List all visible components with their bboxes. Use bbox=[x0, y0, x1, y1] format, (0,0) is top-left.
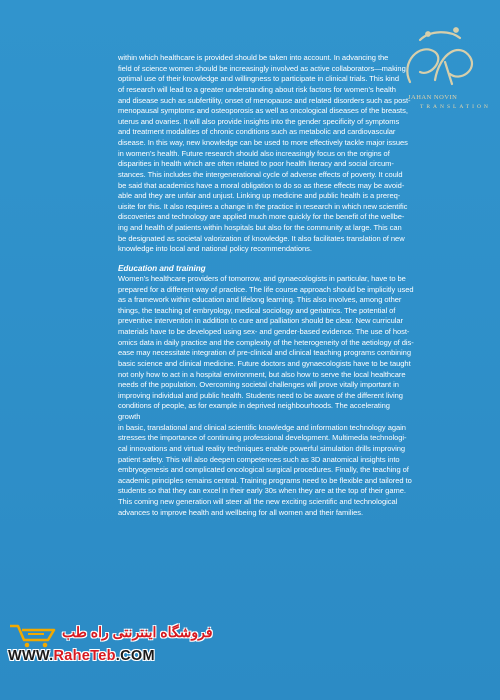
paragraph-top bbox=[118, 53, 414, 255]
text-line: preventive intervention in addition to cure and palliation should be clear. New curricular bbox=[118, 316, 403, 326]
paragraph-bottom bbox=[118, 274, 414, 518]
text-line: within which healthcare is provided should be taken into account. In advancing the bbox=[118, 53, 389, 62]
text-line: academic principles remains central. Training programs need to be flexible and tailored to bbox=[118, 475, 412, 485]
text-line: students so that they can excel in their early 30s when they are at the top of their game. bbox=[118, 486, 406, 496]
text-line: ing and health of patients within hospitals but also for the community at large. This can bbox=[118, 223, 402, 232]
publisher-logo bbox=[390, 22, 490, 127]
url-brand: RaheTeb bbox=[53, 648, 116, 664]
text-line: menopausal symptoms and osteoporosis as well as oncological diseases of the breasts, bbox=[118, 106, 408, 116]
logo-text: JAHAN NOVIN bbox=[408, 94, 458, 101]
text-line: cal innovations and virtual reality techniques enable powerful simulation drills improving bbox=[118, 443, 406, 453]
text-line: ease may necessitate integration of pre-clinical and clinical teaching programs combining bbox=[118, 348, 411, 358]
text-line: optimal use of their knowledge and willingness to participate in clinical trials. This kind bbox=[118, 74, 399, 84]
calligraphy-logo-icon bbox=[390, 22, 490, 102]
text-line: disparities in health which are often related to poor health literacy and social circum- bbox=[118, 159, 394, 169]
text-line: Women’s healthcare providers of tomorrow, and gynaecologists in particular, have to be bbox=[118, 273, 406, 283]
text-line: be designated as societal valorization of knowledge. It also facilitates translation of new bbox=[118, 233, 405, 243]
url-prefix: WWW. bbox=[8, 648, 54, 664]
text-line: This coming new generation will steer all the new exciting scientific and technological bbox=[118, 497, 398, 506]
text-line: patient safety. This will also deepen competences such as 3D anatomical insights into bbox=[118, 454, 400, 464]
text-line: able and they are unfair and unjust. Linking up medicine and public health is a prereq- bbox=[118, 191, 401, 201]
text-line: stresses the importance of continuing professional development. Multimedia technologi- bbox=[118, 433, 407, 443]
text-line: basic science and clinical medicine. Future doctors and gynaecologists have to be taught bbox=[118, 358, 411, 368]
text-line: conditions of people, as for example in deprived neighbourhoods. The accelerating growth bbox=[118, 401, 390, 421]
text-line: things, the teaching of embryology, medical sociology and geriatrics. The potential of bbox=[118, 305, 396, 315]
text-line: and disease such as subfertility, onset of menopause and related disorders such as post- bbox=[118, 95, 411, 105]
text-line: be said that academics have a moral obligation to do so as these effects may be avoid- bbox=[118, 180, 405, 190]
text-line: discoveries and technology are applied much more quickly for the benefit of the wellbe- bbox=[118, 212, 405, 222]
text-line: improving individual and public health. Students need to be aware of the different living bbox=[118, 390, 403, 400]
body-text bbox=[118, 53, 414, 518]
text-line: disease. In this way, new knowledge can be used to more effectively tackle major issues bbox=[118, 138, 408, 147]
text-line: embryogenesis and complicated oncological surgical procedures. Finally, the teaching of bbox=[118, 465, 409, 475]
text-line: in women’s health. Future research should also increasingly focus on the origins of bbox=[118, 148, 390, 158]
watermark-persian: فروشگاه اینترنتی راه طب bbox=[62, 624, 213, 640]
text-line: uisite for this. It also requires a change in the practice in research in which new scientific bbox=[118, 201, 408, 211]
text-line: materials have to be developed using sex- and gender-based evidence. The use of host- bbox=[118, 327, 410, 336]
text-line: and treatment modalities of chronic conditions such as metabolic and cardiovascular bbox=[118, 127, 396, 137]
section-heading: Education and training bbox=[118, 263, 206, 273]
text-line: in basic, translational and clinical scientific knowledge and information technology again bbox=[118, 422, 406, 432]
text-line: advances to improve health and wellbeing for all women and their families. bbox=[118, 507, 364, 517]
logo-subtext: TRANSLATION bbox=[420, 104, 491, 110]
text-line: field of science women should be increasingly involved as active collaborators—making bbox=[118, 63, 406, 73]
text-line: prepared for a different way of practice. The life course approach should be implicitly used bbox=[118, 284, 414, 294]
watermark-url[interactable] bbox=[8, 648, 155, 664]
text-line: needs of the population. Overcoming societal challenges will prove vitally important in bbox=[118, 380, 399, 390]
text-line: as a framework within education and lifelong learning. This also involves, among other bbox=[118, 295, 402, 305]
text-line: not only how to act in a hospital environment, but also how to serve the local healthcare bbox=[118, 369, 406, 379]
text-line: knowledge into local and national policy recommendations. bbox=[118, 244, 312, 254]
url-suffix: .COM bbox=[115, 648, 155, 664]
text-line: of research will lead to a greater understanding about risk factors for women’s health bbox=[118, 84, 396, 94]
text-line: stances. This includes the intergenerational cycle of adverse effects of poverty. It could bbox=[118, 169, 403, 179]
text-line: uterus and ovaries. It will also provide insights into the gender specificity of symptoms bbox=[118, 116, 400, 126]
text-line: omics data in daily practice and the complexity of the heterogeneity of the aetiology of dis- bbox=[118, 337, 414, 347]
